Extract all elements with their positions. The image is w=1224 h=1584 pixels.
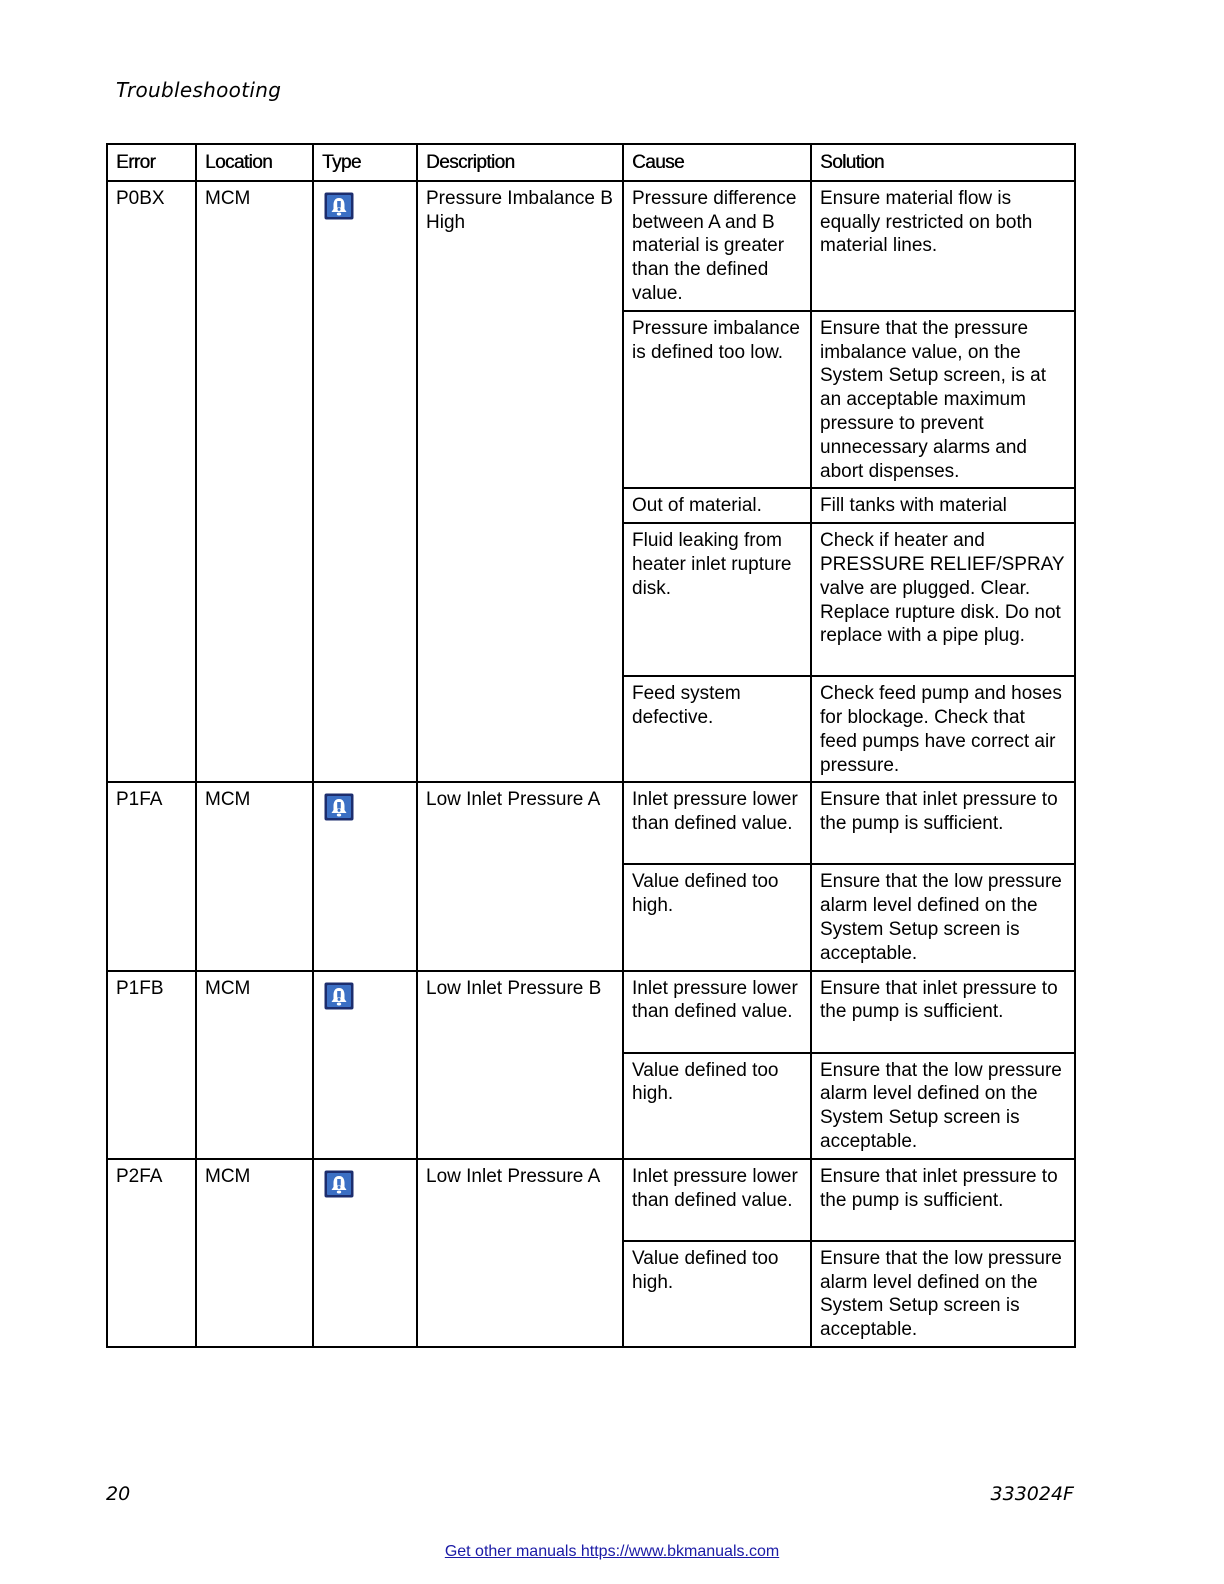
column-header-type: Type <box>313 144 417 181</box>
cause-cell: Pressure difference between A and B material is greater than the defined value. <box>623 181 811 311</box>
table-row <box>107 971 1075 1053</box>
alarm-bell-icon <box>324 192 354 220</box>
solution-cell: Check if heater and PRESSURE RELIEF/SPRAY valve are plugged. Clear. Replace rupture disk. Do not replace with a pipe plug. <box>811 523 1075 676</box>
solution-cell: Ensure that inlet pressure to the pump is sufficient. <box>811 1159 1075 1241</box>
column-header-solution: Solution <box>811 144 1075 181</box>
alarm-bell-icon <box>324 1170 354 1198</box>
solution-cell: Ensure that the pressure imbalance value, on the System Setup screen, is at an acceptable maximum pressure to prevent unnecessary alarms and abort dispenses. <box>811 311 1075 489</box>
solution-cell: Ensure that inlet pressure to the pump is sufficient. <box>811 971 1075 1053</box>
error-code: P1FB <box>107 971 196 1159</box>
solution-cell: Ensure material flow is equally restricted on both material lines. <box>811 181 1075 311</box>
cause-cell: Inlet pressure lower than defined value. <box>623 782 811 864</box>
solution-cell: Fill tanks with material <box>811 488 1075 523</box>
alarm-bell-icon <box>324 793 354 821</box>
cause-cell: Inlet pressure lower than defined value. <box>623 1159 811 1241</box>
cause-cell: Pressure imbalance is defined too low. <box>623 311 811 489</box>
error-code: P2FA <box>107 1159 196 1347</box>
description-cell: Low Inlet Pressure B <box>417 971 623 1159</box>
location-cell: MCM <box>196 782 313 970</box>
cause-cell: Value defined too high. <box>623 1053 811 1159</box>
section-title: Troubleshooting <box>116 78 282 102</box>
type-cell <box>313 971 417 1159</box>
document-number: 333024F <box>990 1483 1074 1505</box>
column-header-description: Description <box>417 144 623 181</box>
column-header-cause: Cause <box>623 144 811 181</box>
troubleshooting-table <box>106 143 1076 1348</box>
location-cell: MCM <box>196 971 313 1159</box>
solution-cell: Check feed pump and hoses for blockage. Check that feed pumps have correct air pressure. <box>811 676 1075 782</box>
cause-cell: Out of material. <box>623 488 811 523</box>
table-header-row <box>107 144 1075 181</box>
type-cell <box>313 181 417 783</box>
description-cell: Low Inlet Pressure A <box>417 1159 623 1347</box>
cause-cell: Fluid leaking from heater inlet rupture disk. <box>623 523 811 676</box>
cause-cell: Value defined too high. <box>623 1241 811 1347</box>
table-row <box>107 1159 1075 1241</box>
alarm-bell-icon <box>324 982 354 1010</box>
solution-cell: Ensure that the low pressure alarm level defined on the System Setup screen is acceptable. <box>811 1241 1075 1347</box>
error-code: P1FA <box>107 782 196 970</box>
type-cell <box>313 1159 417 1347</box>
error-code: P0BX <box>107 181 196 783</box>
cause-cell: Inlet pressure lower than defined value. <box>623 971 811 1053</box>
location-cell: MCM <box>196 181 313 783</box>
cause-cell: Feed system defective. <box>623 676 811 782</box>
description-cell: Low Inlet Pressure A <box>417 782 623 970</box>
solution-cell: Ensure that inlet pressure to the pump is sufficient. <box>811 782 1075 864</box>
column-header-error: Error <box>107 144 196 181</box>
manuals-link[interactable]: Get other manuals https://www.bkmanuals.com <box>444 1543 780 1560</box>
description-cell: Pressure Imbalance B High <box>417 181 623 783</box>
solution-cell: Ensure that the low pressure alarm level defined on the System Setup screen is acceptable. <box>811 1053 1075 1159</box>
location-cell: MCM <box>196 1159 313 1347</box>
solution-cell: Ensure that the low pressure alarm level defined on the System Setup screen is acceptable. <box>811 864 1075 970</box>
cause-cell: Value defined too high. <box>623 864 811 970</box>
column-header-location: Location <box>196 144 313 181</box>
table-row <box>107 181 1075 311</box>
page-number: 20 <box>106 1483 131 1505</box>
type-cell <box>313 782 417 970</box>
table-row <box>107 782 1075 864</box>
